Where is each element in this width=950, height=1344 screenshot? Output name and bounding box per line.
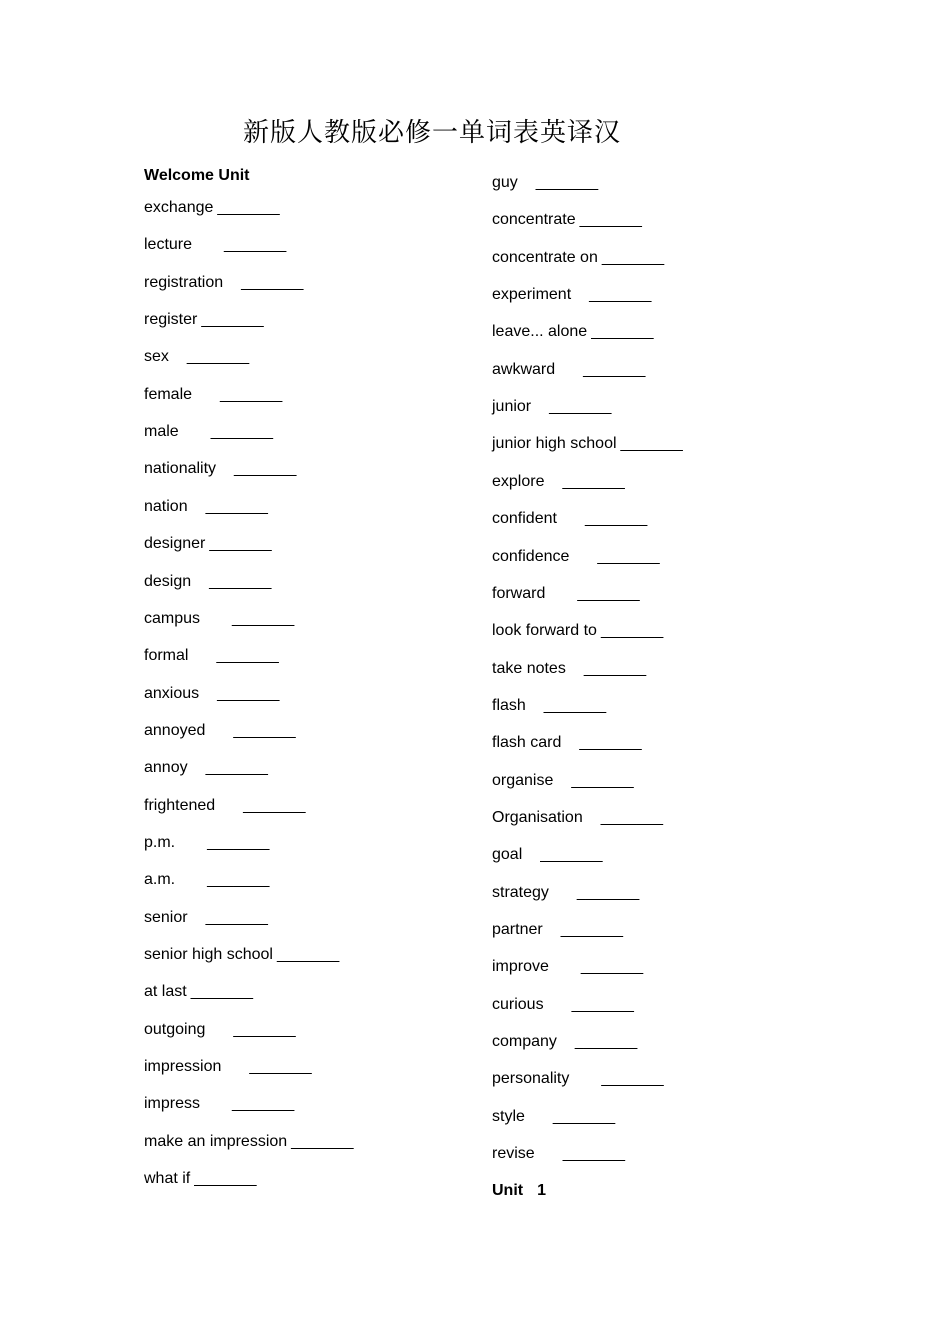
vocab-entry-anxious — [144, 684, 279, 704]
vocab-entry-concentrate-on — [492, 248, 664, 268]
vocab-entry-sex — [144, 347, 249, 367]
answer-blank[interactable]: _______ — [205, 908, 268, 926]
answer-blank[interactable]: _______ — [574, 1033, 638, 1051]
vocab-entry-exchange — [144, 198, 280, 218]
vocab-word: confident — [492, 510, 557, 528]
answer-blank[interactable]: _______ — [579, 734, 642, 752]
vocab-word: register — [144, 311, 198, 329]
vocab-entry-female — [144, 385, 282, 405]
vocab-word: forward — [492, 584, 546, 602]
vocab-entry-goal — [492, 845, 603, 865]
answer-blank[interactable]: _______ — [549, 398, 612, 416]
vocab-entry-outgoing — [144, 1020, 296, 1040]
answer-blank[interactable]: _______ — [571, 771, 634, 789]
answer-blank[interactable]: _______ — [210, 423, 273, 441]
vocab-entry-confidence — [492, 547, 660, 567]
answer-blank[interactable]: _______ — [600, 622, 664, 640]
answer-blank[interactable]: _______ — [600, 809, 664, 826]
answer-blank[interactable]: _______ — [232, 1095, 295, 1113]
vocab-word: male — [144, 423, 179, 441]
vocab-entry-at-last — [144, 982, 253, 1002]
vocab-word: nationality — [144, 460, 217, 478]
vocab-word: what if — [144, 1170, 191, 1188]
answer-blank[interactable]: _______ — [232, 609, 295, 627]
vocab-word: concentrate — [492, 211, 576, 229]
vocab-word: concentrate on — [492, 248, 598, 266]
answer-blank[interactable]: _______ — [584, 510, 648, 528]
vocab-word: curious — [492, 995, 544, 1013]
answer-blank[interactable]: _______ — [579, 211, 642, 229]
vocab-word: confidence — [492, 547, 570, 565]
vocab-entry-senior — [144, 908, 268, 928]
vocab-word: impression — [144, 1058, 222, 1076]
vocab-entry-flash-card — [492, 733, 642, 753]
vocab-word: annoyed — [144, 721, 206, 739]
vocab-word: nation — [144, 497, 188, 515]
vocab-entry-revise — [492, 1144, 625, 1164]
answer-blank[interactable]: _______ — [540, 846, 603, 864]
vocab-entry-awkward — [492, 360, 645, 380]
vocab-entry-experiment — [492, 285, 651, 305]
vocab-entry-lecture — [144, 235, 286, 255]
answer-blank[interactable]: _______ — [224, 236, 287, 254]
answer-blank[interactable]: _______ — [535, 174, 599, 191]
vocab-entry-leave-alone — [492, 322, 653, 342]
vocab-entry-nation — [144, 497, 268, 517]
answer-blank[interactable]: _______ — [243, 796, 306, 814]
vocab-word: senior — [144, 908, 188, 926]
vocab-entry-nationality — [144, 459, 296, 479]
vocab-word: flash — [492, 696, 526, 714]
answer-blank[interactable]: _______ — [216, 647, 279, 665]
section-heading-unit-1 — [492, 1181, 546, 1201]
vocab-entry-personality — [492, 1069, 664, 1089]
answer-blank[interactable]: _______ — [276, 946, 340, 963]
vocab-entry-impress — [144, 1094, 294, 1114]
section-heading-welcome-unit: Welcome Unit — [144, 167, 250, 184]
vocab-entry-curious — [492, 995, 634, 1015]
vocab-word: improve — [492, 958, 549, 976]
vocab-word: partner — [492, 921, 543, 938]
answer-blank[interactable]: _______ — [552, 1107, 616, 1125]
answer-blank[interactable]: _______ — [583, 360, 646, 378]
page-title: 新版人教版必修一单词表英译汉 — [242, 118, 621, 148]
vocab-word: goal — [492, 846, 523, 864]
vocab-word: p.m. — [144, 834, 176, 851]
vocab-entry-register — [144, 310, 264, 330]
answer-blank[interactable]: _______ — [560, 921, 623, 938]
vocab-word: make an impression — [144, 1132, 288, 1150]
vocab-entry-organisation — [492, 808, 663, 828]
vocab-word: designer — [144, 535, 206, 553]
vocab-word: personality — [492, 1070, 570, 1088]
vocab-entry-annoy — [144, 758, 268, 778]
answer-blank[interactable]: _______ — [591, 323, 654, 341]
vocab-entry-what-if — [144, 1169, 257, 1189]
vocab-word: anxious — [144, 684, 200, 702]
vocab-entry-registration — [144, 273, 303, 293]
answer-blank[interactable]: _______ — [209, 535, 272, 553]
vocab-word: outgoing — [144, 1020, 206, 1038]
answer-blank[interactable]: _______ — [562, 1145, 625, 1163]
vocab-word: junior high school — [492, 435, 617, 453]
answer-blank[interactable]: _______ — [249, 1058, 312, 1076]
vocab-word: look forward to — [492, 622, 597, 640]
answer-blank[interactable]: _______ — [577, 584, 640, 602]
vocab-word: female — [144, 385, 193, 403]
vocab-word: lecture — [144, 236, 193, 254]
vocab-word: design — [144, 572, 192, 590]
unit-number: 1 — [537, 1182, 547, 1199]
answer-blank[interactable]: _______ — [217, 684, 280, 702]
vocab-entry-forward — [492, 584, 640, 604]
vocab-entry-annoyed — [144, 721, 296, 741]
vocab-entry-impression — [144, 1057, 312, 1077]
vocab-word: flash card — [492, 734, 562, 752]
answer-blank[interactable]: _______ — [601, 248, 665, 266]
answer-blank[interactable]: _______ — [580, 958, 644, 976]
vocab-entry-junior — [492, 397, 611, 417]
vocab-entry-partner — [492, 920, 623, 940]
answer-blank[interactable]: _______ — [233, 1020, 296, 1038]
vocab-entry-junior-high-school — [492, 434, 683, 454]
vocab-entry-style — [492, 1107, 615, 1127]
vocab-entry-confident — [492, 509, 647, 529]
vocab-word: company — [492, 1033, 557, 1051]
vocab-entry-company — [492, 1032, 637, 1052]
vocab-entry-strategy — [492, 883, 639, 903]
vocab-entry-campus — [144, 609, 294, 629]
vocab-entry-make-an-impression — [144, 1132, 353, 1152]
answer-blank[interactable]: _______ — [233, 721, 296, 739]
vocab-entry-frightened — [144, 796, 305, 816]
vocab-word: a.m. — [144, 871, 176, 889]
vocab-word: leave... alone — [492, 323, 588, 341]
answer-blank[interactable]: _______ — [207, 871, 270, 889]
vocab-entry-designer — [144, 534, 272, 554]
answer-blank[interactable]: _______ — [620, 435, 683, 453]
vocab-entry-concentrate — [492, 210, 642, 230]
vocab-entry-design — [144, 572, 271, 592]
answer-blank[interactable]: _______ — [571, 995, 634, 1013]
vocab-entry-male — [144, 422, 273, 442]
vocab-entry-look-forward-to — [492, 621, 663, 641]
vocab-entry-formal — [144, 646, 279, 666]
vocab-entry-take-notes — [492, 659, 646, 679]
answer-blank[interactable]: _______ — [205, 759, 268, 777]
answer-blank[interactable]: _______ — [217, 199, 280, 216]
vocab-word: senior high school — [144, 946, 273, 963]
answer-blank[interactable]: _______ — [241, 273, 304, 291]
vocab-word: campus — [144, 609, 201, 627]
answer-blank[interactable]: _______ — [205, 497, 268, 515]
answer-blank[interactable]: _______ — [583, 659, 647, 677]
vocab-word: style — [492, 1107, 525, 1125]
vocab-entry-flash — [492, 696, 606, 716]
answer-blank[interactable]: _______ — [207, 834, 270, 851]
vocab-word: experiment — [492, 286, 572, 304]
vocab-word: frightened — [144, 796, 216, 814]
vocab-word: impress — [144, 1095, 201, 1113]
answer-blank[interactable]: _______ — [234, 460, 297, 478]
vocab-word: junior — [492, 398, 532, 416]
answer-blank[interactable]: _______ — [597, 547, 660, 565]
vocab-word: organise — [492, 771, 554, 789]
vocab-word: strategy — [492, 883, 549, 901]
vocab-entry-guy — [492, 173, 598, 193]
vocab-word: awkward — [492, 360, 556, 378]
answer-blank[interactable]: _______ — [576, 883, 640, 901]
answer-blank[interactable]: _______ — [601, 1070, 664, 1088]
answer-blank[interactable]: _______ — [543, 696, 607, 714]
vocab-word: revise — [492, 1145, 535, 1163]
vocab-word: formal — [144, 647, 189, 665]
answer-blank[interactable]: _______ — [291, 1132, 354, 1150]
vocab-entry-explore — [492, 472, 625, 492]
vocab-word: explore — [492, 472, 545, 490]
vocab-entry-organise — [492, 771, 634, 791]
answer-blank[interactable]: _______ — [190, 983, 253, 1001]
vocab-word: registration — [144, 273, 224, 291]
vocab-entry-improve — [492, 957, 643, 977]
answer-blank[interactable]: _______ — [589, 286, 652, 304]
answer-blank[interactable]: _______ — [220, 385, 283, 403]
answer-blank[interactable]: _______ — [201, 311, 264, 329]
answer-blank[interactable]: _______ — [186, 348, 250, 366]
vocab-entry-senior-high-school — [144, 945, 339, 965]
unit-label: Unit — [492, 1182, 524, 1199]
vocab-word: exchange — [144, 199, 214, 216]
vocab-word: take notes — [492, 659, 566, 677]
answer-blank[interactable]: _______ — [562, 472, 625, 490]
vocab-entry-a-m — [144, 870, 269, 890]
vocab-word: annoy — [144, 759, 188, 777]
vocab-word: guy — [492, 174, 518, 191]
answer-blank[interactable]: _______ — [194, 1170, 257, 1188]
vocab-word: at last — [144, 983, 187, 1001]
answer-blank[interactable]: _______ — [209, 572, 272, 590]
vocab-entry-p-m — [144, 833, 269, 853]
vocab-word: sex — [144, 348, 169, 366]
vocab-word: Organisation — [492, 809, 583, 826]
